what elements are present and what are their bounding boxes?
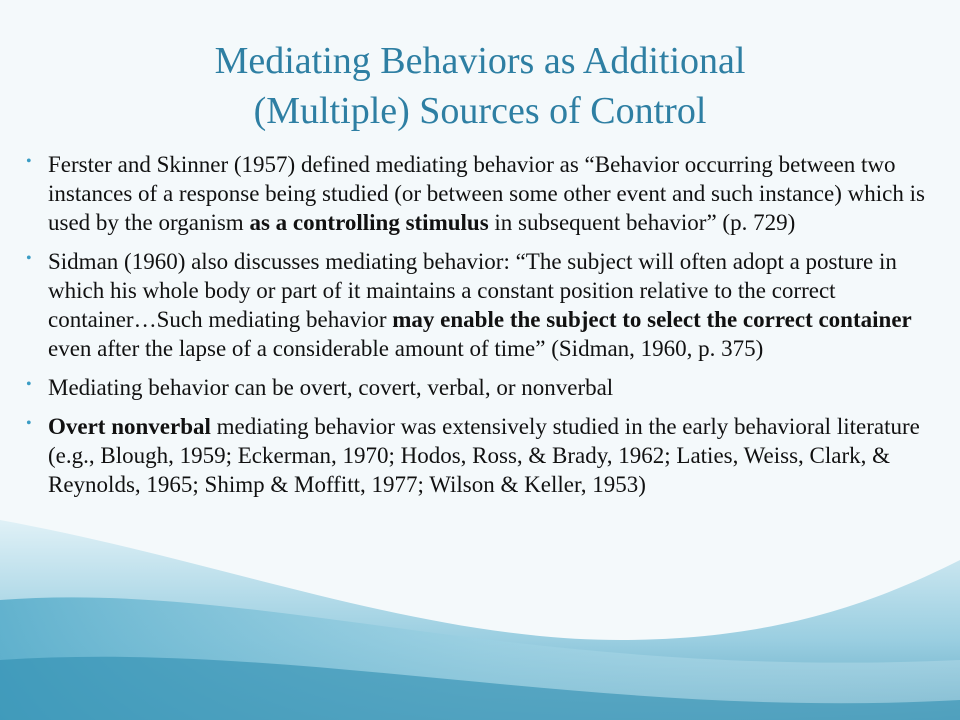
- bullet-text: Ferster and Skinner (1957) defined mediating behavior as “Behavior occurring between two instances of a response being studied (or between some other event and such instance) which is used by the organism: [48, 152, 925, 235]
- bullet-item-ferster-skinner: [22, 150, 947, 237]
- bullet-item-sidman: [22, 247, 947, 363]
- bullet-text: mediating behavior was extensively studied in the early behavioral literature (e.g., Blough, 1959; Eckerman, 1970; Hodos, Ross, & Brady, 1962; Laties, Weiss, Clark, & Reynolds, 1965; Shimp & Moffitt, 1977; Wilson & Keller, 1953): [48, 414, 920, 497]
- bullet-bold-text: may enable the subject to select the correct container: [392, 307, 912, 332]
- bullet-text: in subsequent behavior” (p. 729): [488, 210, 796, 235]
- bullet-dot-icon: •: [26, 376, 32, 393]
- title-line-1: Mediating Behaviors as Additional: [214, 40, 746, 82]
- bullet-item-overt-nonverbal: [22, 412, 947, 499]
- title-line-2: (Multiple) Sources of Control: [253, 90, 707, 132]
- bullet-dot-icon: •: [26, 153, 32, 170]
- slide-title: [40, 36, 920, 136]
- bullet-bold-text: Overt nonverbal: [48, 414, 211, 439]
- bullet-list: [22, 150, 947, 509]
- bullet-dot-icon: •: [26, 250, 32, 267]
- bullet-bold-text: as a controlling stimulus: [249, 210, 489, 235]
- bullet-text: Mediating behavior can be overt, covert, verbal, or nonverbal: [48, 375, 614, 400]
- bullet-item-types: [22, 373, 947, 402]
- bullet-text: even after the lapse of a considerable amount of time” (Sidman, 1960, p. 375): [48, 336, 764, 361]
- bullet-text: Sidman (1960) also discusses mediating behavior: “The subject will often adopt a posture in which his whole body or part of it maintains a constant position relative to the correct container…Such mediating behavior: [48, 249, 897, 332]
- bullet-dot-icon: •: [26, 415, 32, 432]
